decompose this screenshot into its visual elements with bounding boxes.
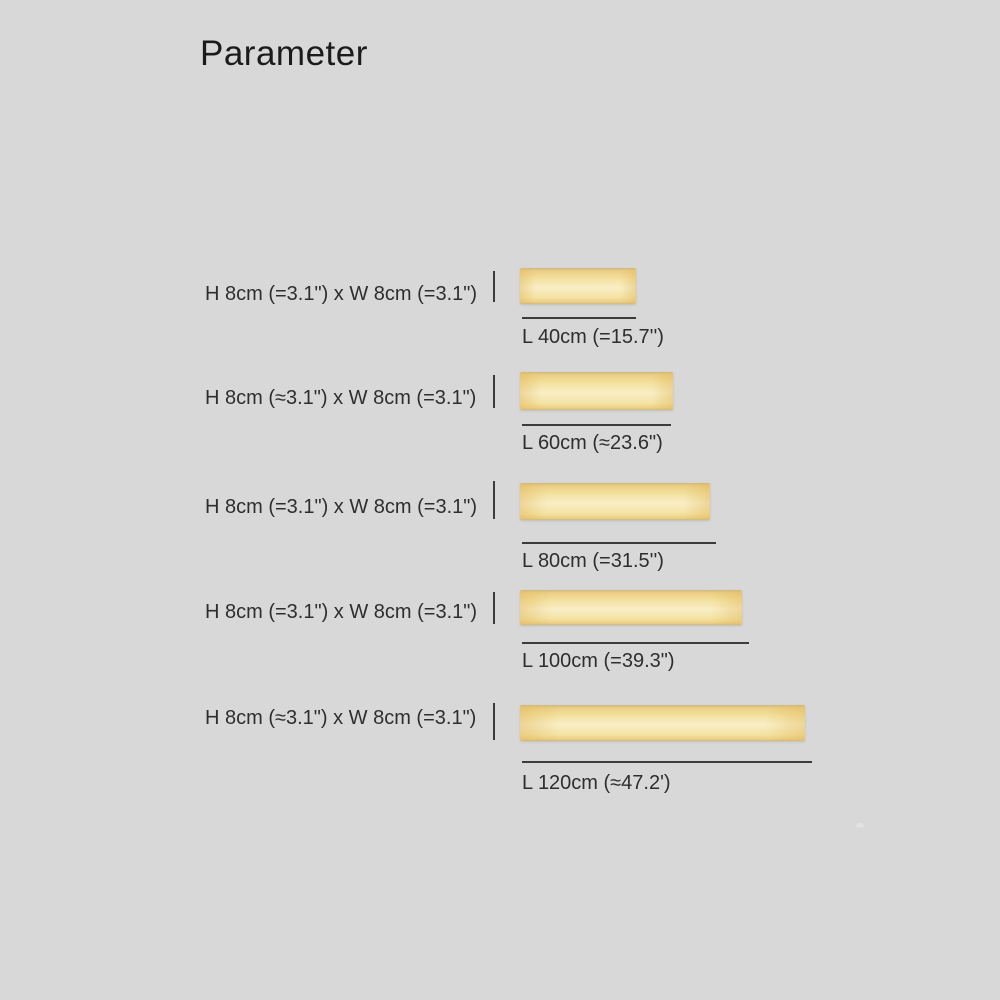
lamp-bar-120cm — [520, 705, 805, 741]
length-label: L 80cm (=31.5'') — [522, 550, 664, 572]
artifact-smudge — [856, 823, 864, 828]
dimension-text: H 8cm (≈3.1") x W 8cm (=3.1") — [205, 707, 477, 729]
dimension-text: H 8cm (=3.1") x W 8cm (=3.1") — [205, 283, 478, 305]
length-measure-line — [522, 424, 671, 426]
length-label: L 60cm (≈23.6") — [522, 432, 663, 454]
length-label: L 100cm (=39.3") — [522, 650, 675, 672]
dimension-text: H 8cm (=3.1") x W 8cm (=3.1") — [205, 496, 478, 518]
height-divider-line — [493, 481, 495, 519]
lamp-bar-80cm — [520, 483, 710, 520]
lamp-bar-60cm — [520, 372, 673, 410]
page-title: Parameter — [200, 34, 368, 73]
height-divider-line — [493, 703, 495, 740]
height-divider-line — [493, 592, 495, 624]
height-divider-line — [493, 375, 495, 408]
length-label: L 40cm (=15.7'') — [522, 326, 664, 348]
dimension-text: H 8cm (≈3.1") x W 8cm (=3.1") — [205, 387, 477, 409]
lamp-bar-100cm — [520, 590, 742, 625]
height-divider-line — [493, 271, 495, 302]
length-measure-line — [522, 542, 716, 544]
lamp-bar-40cm — [520, 268, 636, 304]
length-measure-line — [522, 317, 636, 319]
length-measure-line — [522, 761, 812, 763]
dimension-text: H 8cm (=3.1") x W 8cm (=3.1") — [205, 601, 478, 623]
length-measure-line — [522, 642, 749, 644]
length-label: L 120cm (≈47.2') — [522, 772, 671, 794]
